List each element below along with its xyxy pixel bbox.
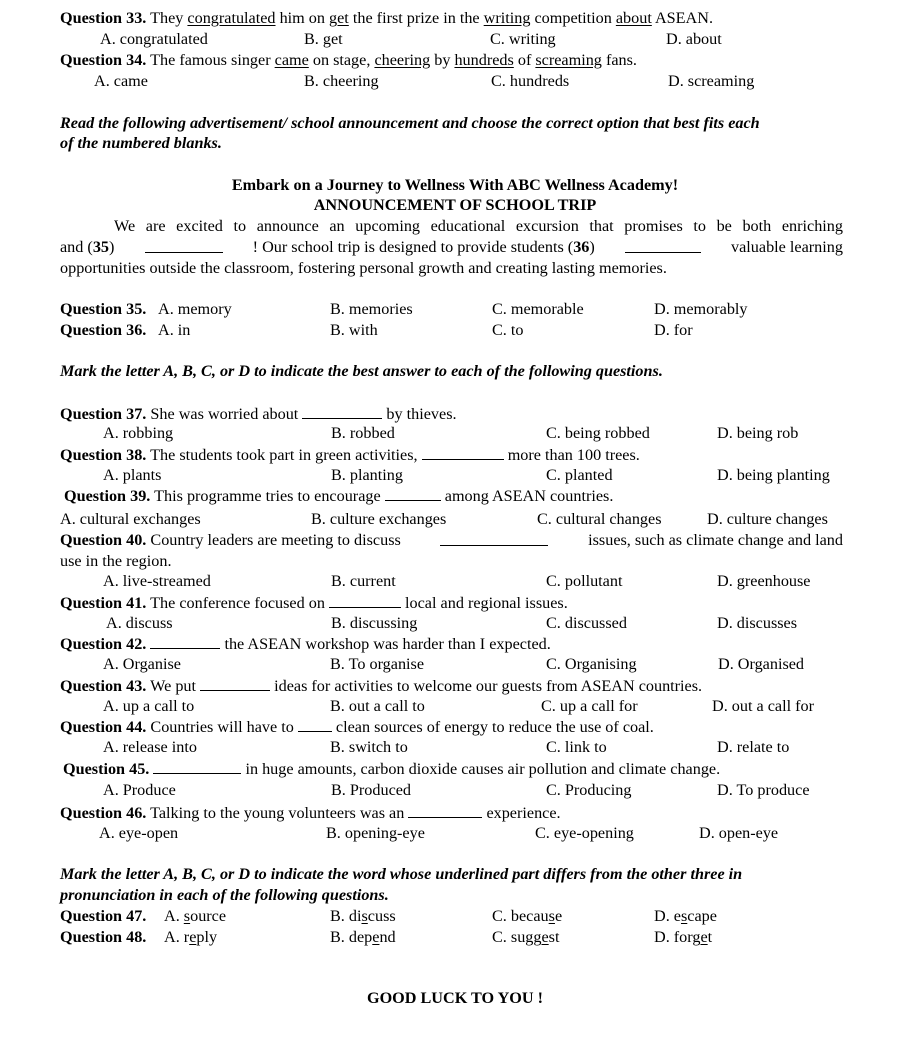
option-c[interactable]: C. up a call for (541, 697, 638, 715)
option-a[interactable]: A. discuss (106, 614, 173, 632)
underlined-letter: e (189, 928, 197, 946)
option-text: D. forg (654, 928, 701, 946)
option-a[interactable]: A. robbing (103, 424, 174, 442)
option-a[interactable]: A. in (158, 321, 191, 339)
option-d[interactable]: D. screaming (668, 72, 755, 90)
option-c[interactable]: C. hundreds (491, 72, 570, 90)
option-c[interactable]: C. being robbed (546, 424, 650, 442)
option-d[interactable]: D. memorably (654, 300, 748, 318)
question-number: Question 40. (60, 531, 147, 549)
option-b[interactable]: B. To organise (330, 655, 425, 673)
option-c[interactable]: C. Producing (546, 781, 632, 799)
option-text: nd (379, 928, 396, 946)
option-a[interactable] (164, 929, 217, 945)
answer-blank[interactable] (329, 594, 401, 608)
option-text: e (554, 907, 563, 925)
underlined-letter: e (541, 928, 549, 946)
answer-blank[interactable] (302, 405, 382, 419)
stem-text: The conference focused on (146, 594, 329, 612)
stem-text: ASEAN. (651, 9, 713, 27)
stem-text: him on (275, 9, 330, 27)
stem-text: ) (589, 238, 595, 256)
option-c[interactable]: C. planted (546, 466, 613, 484)
section-instruction: Mark the letter A, B, C, or D to indicate the best answer to each of the following questions. (60, 362, 663, 380)
option-c[interactable]: C. discussed (546, 614, 627, 632)
option-text: D. e (654, 907, 681, 925)
option-c[interactable]: C. writing (490, 30, 556, 48)
option-a[interactable]: A. live-streamed (103, 572, 211, 590)
option-d[interactable]: D. To produce (717, 781, 810, 799)
option-b[interactable]: B. current (331, 572, 396, 590)
stem-text: ) (109, 238, 115, 256)
stem-text: the first prize in the (348, 9, 484, 27)
underlined-word: about (615, 9, 652, 27)
stem-text: clean sources of energy to reduce the use of coal. (331, 718, 654, 736)
ad-paragraph-line: opportunities outside the classroom, fostering personal growth and creating lasting memories. (60, 259, 667, 277)
option-text: ply (196, 928, 218, 946)
stem-text: and ( (60, 238, 93, 256)
stem-text: ! Our school trip is designed to provide students ( (252, 238, 574, 256)
option-b[interactable]: B. cheering (304, 72, 379, 90)
underlined-letter: s (548, 907, 555, 925)
option-text: ource (190, 907, 227, 925)
option-b[interactable] (330, 908, 396, 924)
option-text: C. sugg (492, 928, 542, 946)
option-a[interactable]: A. congratulated (100, 30, 208, 48)
answer-blank[interactable] (440, 532, 548, 546)
underlined-word: came (274, 51, 309, 69)
question-42-stem (60, 635, 551, 652)
option-text: st (548, 928, 560, 946)
underlined-word: writing (483, 9, 531, 27)
option-a[interactable]: A. memory (158, 300, 232, 318)
stem-text: local and regional issues. (400, 594, 568, 612)
option-b[interactable]: B. switch to (330, 738, 408, 756)
answer-blank[interactable] (153, 760, 241, 774)
option-d[interactable]: D. Organised (718, 655, 805, 673)
option-text: A. (164, 907, 184, 925)
option-a[interactable]: A. up a call to (103, 697, 195, 715)
stem-segment (60, 532, 401, 548)
stem-text: ideas for activities to welcome our guests from ASEAN countries. (270, 677, 703, 695)
option-text: cuss (367, 907, 396, 925)
option-text: C. becau (492, 907, 549, 925)
stem-text: The students took part in green activities, (146, 446, 422, 464)
option-d[interactable]: D. for (654, 321, 693, 339)
option-b[interactable]: B. robbed (331, 424, 395, 442)
question-38-stem (60, 446, 640, 463)
stem-text: more than 100 trees. (503, 446, 640, 464)
option-d[interactable]: D. being rob (717, 424, 799, 442)
stem-text: experience. (482, 804, 561, 822)
question-number: Question 33. (60, 9, 147, 27)
stem-text: Talking to the young volunteers was an (146, 804, 409, 822)
option-d[interactable]: D. about (666, 30, 722, 48)
option-c[interactable]: C. link to (546, 738, 607, 756)
option-a[interactable]: A. Produce (103, 781, 176, 799)
option-c[interactable]: C. eye-opening (535, 824, 634, 842)
option-a[interactable]: A. cultural exchanges (60, 510, 201, 528)
stem-text: Country leaders are meeting to discuss (146, 531, 401, 549)
option-d[interactable]: D. open-eye (699, 824, 779, 842)
question-46-stem (60, 804, 561, 821)
stem-text: valuable learning (731, 238, 843, 256)
question-40-stem (60, 532, 843, 548)
option-b[interactable] (330, 929, 396, 945)
option-d[interactable]: D. being planting (717, 466, 830, 484)
option-d[interactable]: D. discusses (717, 614, 798, 632)
section-instruction: of the numbered blanks. (60, 134, 222, 152)
question-number: Question 41. (60, 594, 147, 612)
stem-text: issues, such as climate change and land (588, 531, 843, 549)
stem-text: of (513, 51, 536, 69)
question-number: Question 48. (60, 928, 147, 946)
option-c[interactable]: C. to (492, 321, 524, 339)
stem-text: by (430, 51, 455, 69)
option-text: cape (687, 907, 717, 925)
option-b[interactable]: B. with (330, 321, 378, 339)
underlined-letter: e (700, 928, 708, 946)
stem-text: Countries will have to (146, 718, 298, 736)
option-d[interactable]: D. out a call for (712, 697, 815, 715)
stem-text: the ASEAN workshop was harder than I expected. (220, 635, 551, 653)
section-instruction: Read the following advertisement/ school announcement and choose the correct option that best fits each (60, 114, 760, 132)
stem-text: by thieves. (382, 405, 457, 423)
answer-blank[interactable] (422, 446, 504, 460)
question-number: Question 46. (60, 804, 147, 822)
option-d[interactable]: D. greenhouse (717, 572, 811, 590)
footer-text: GOOD LUCK TO YOU ! (367, 989, 543, 1007)
option-b[interactable]: B. planting (331, 466, 403, 484)
option-b[interactable]: B. memories (330, 300, 413, 318)
blank-35[interactable] (145, 239, 223, 253)
stem-text: They (146, 9, 188, 27)
option-b[interactable]: B. culture exchanges (311, 510, 447, 528)
underlined-word: congratulated (187, 9, 276, 27)
blank-number: 35 (92, 238, 109, 256)
option-a[interactable]: A. release into (103, 738, 197, 756)
stem-continuation: use in the region. (60, 552, 172, 570)
option-c[interactable] (492, 908, 562, 924)
question-number: Question 35. (60, 300, 147, 318)
question-39-stem (64, 487, 613, 504)
answer-blank[interactable] (200, 677, 270, 691)
stem-text: She was worried about (146, 405, 303, 423)
question-34-stem (60, 52, 637, 68)
option-text: B. dep (330, 928, 373, 946)
option-c[interactable]: C. pollutant (546, 572, 623, 590)
underlined-word: cheering (374, 51, 431, 69)
option-c[interactable]: C. cultural changes (537, 510, 662, 528)
underlined-word: screaming (535, 51, 602, 69)
stem-text: competition (530, 9, 616, 27)
ad-paragraph-line: We are excited to announce an upcoming educational excursion that promises to be both enriching (114, 217, 843, 235)
option-d[interactable] (654, 908, 717, 924)
stem-text: in huge amounts, carbon dioxide causes air pollution and climate change. (241, 760, 721, 778)
answer-blank[interactable] (408, 804, 482, 818)
question-number: Question 45. (63, 760, 150, 778)
question-number: Question 47. (60, 907, 147, 925)
blank-36[interactable] (625, 239, 701, 253)
underlined-letter: s (361, 907, 368, 925)
question-number: Question 44. (60, 718, 147, 736)
option-d[interactable]: D. relate to (717, 738, 790, 756)
ad-subtitle: ANNOUNCEMENT OF SCHOOL TRIP (313, 196, 597, 214)
underlined-word: hundreds (454, 51, 514, 69)
option-d[interactable] (654, 929, 712, 945)
stem-text: This programme tries to encourage (150, 487, 385, 505)
stem-text: The famous singer (146, 51, 275, 69)
option-a[interactable]: A. came (94, 72, 148, 90)
underlined-word: get (329, 9, 349, 27)
stem-text: on stage, (308, 51, 375, 69)
option-d[interactable]: D. culture changes (707, 510, 828, 528)
underlined-letter: s (680, 907, 688, 925)
question-number: Question 42. (60, 635, 147, 653)
option-text: t (707, 928, 713, 946)
question-43-stem (60, 677, 702, 694)
option-b[interactable]: B. discussing (331, 614, 418, 632)
option-b[interactable]: B. opening-eye (326, 824, 425, 842)
question-44-stem (60, 718, 654, 735)
option-c[interactable]: C. memorable (492, 300, 584, 318)
answer-blank[interactable] (385, 487, 441, 501)
answer-blank[interactable] (150, 635, 220, 649)
stem-text: among ASEAN countries. (440, 487, 614, 505)
question-number: Question 34. (60, 51, 147, 69)
underlined-letter: e (372, 928, 380, 946)
question-number: Question 43. (60, 677, 147, 695)
ad-text-segment (60, 239, 114, 255)
option-a[interactable]: A. plants (103, 466, 162, 484)
answer-blank[interactable] (298, 718, 332, 732)
question-41-stem (60, 594, 568, 611)
question-number: Question 36. (60, 321, 147, 339)
option-text: A. r (164, 928, 190, 946)
option-c[interactable] (492, 929, 559, 945)
underlined-letter: s (183, 907, 191, 925)
option-c[interactable]: C. Organising (546, 655, 637, 673)
question-number: Question 38. (60, 446, 147, 464)
blank-number: 36 (573, 238, 590, 256)
stem-text: fans. (601, 51, 637, 69)
question-number: Question 37. (60, 405, 147, 423)
ad-paragraph-line (60, 239, 843, 255)
question-number: Question 39. (64, 487, 151, 505)
option-a[interactable]: A. Organise (103, 655, 181, 673)
question-45-stem (63, 760, 720, 777)
option-text: B. di (330, 907, 362, 925)
option-b[interactable]: B. out a call to (330, 697, 425, 715)
section-instruction: pronunciation in each of the following questions. (60, 886, 389, 904)
ad-text-segment (253, 239, 595, 255)
ad-title: Embark on a Journey to Wellness With ABC Wellness Academy! (231, 176, 679, 194)
option-a[interactable]: A. eye-open (99, 824, 179, 842)
section-instruction: Mark the letter A, B, C, or D to indicate the word whose underlined part differs from the other three in (60, 865, 743, 883)
option-b[interactable]: B. get (304, 30, 343, 48)
option-b[interactable]: B. Produced (331, 781, 412, 799)
option-a[interactable] (164, 908, 226, 924)
question-37-stem (60, 405, 457, 422)
question-33-stem (60, 10, 713, 26)
stem-text: We put (146, 677, 201, 695)
